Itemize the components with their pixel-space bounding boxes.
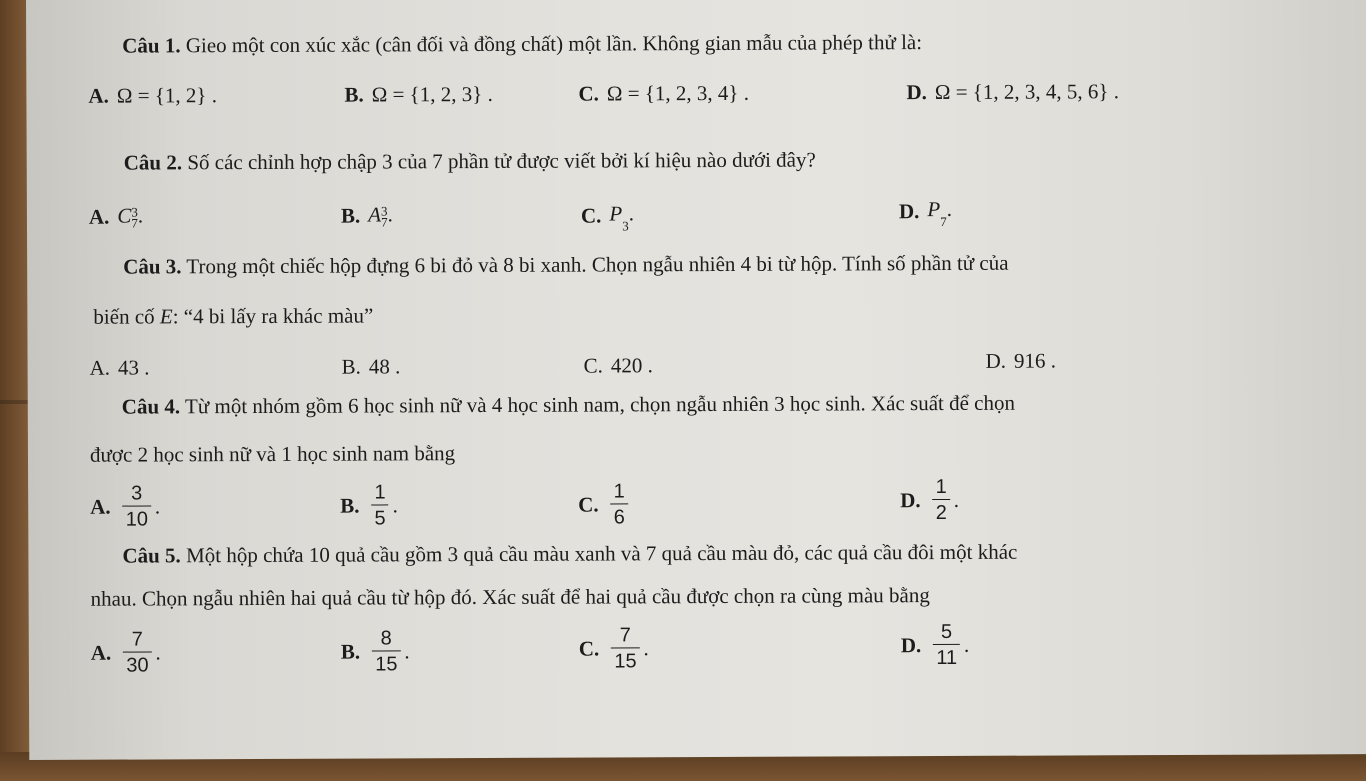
question-2-text: Số các chỉnh hợp chập 3 của 7 phần tử được viết bởi kí hiệu nào dưới đây? — [187, 147, 816, 175]
question-4-label: Câu 4. — [121, 394, 181, 419]
question-3 — [123, 250, 1009, 279]
question-5-line-2: nhau. Chọn ngẫu nhiên hai quả cầu từ hộp đó. Xác suất để hai quả cầu được chọn ra cùng màu bằng — [90, 583, 930, 611]
question-1 — [122, 32, 922, 56]
q2-option-b: B. A 3 7 . — [340, 202, 393, 230]
question-1-text: Gieo một con xúc xắc (cân đối và đồng chất) một lần. Không gian mẫu của phép thử là: — [185, 30, 923, 58]
question-2-label: Câu 2. — [123, 150, 183, 175]
q1-option-d: D. Ω = {1, 2, 3, 4, 5, 6} . — [906, 79, 1119, 105]
question-4 — [121, 390, 1016, 419]
question-3-label: Câu 3. — [123, 254, 182, 279]
q1-option-c: C. Ω = {1, 2, 3, 4} . — [578, 80, 749, 106]
q2-option-a: A. C 3 7 . — [88, 203, 144, 231]
question-5 — [122, 539, 1018, 568]
q4-option-c: C. $\frac{1}{6}$ — [578, 481, 632, 527]
question-2 — [123, 147, 816, 175]
q5-option-c: C. $\frac{7}{15}$ . — [578, 624, 649, 673]
q3-option-d: D. 916 . — [985, 348, 1057, 373]
q5-option-b: B. $\frac{8}{15}$ . — [340, 627, 410, 676]
q5-option-d: D. $\frac{5}{11}$ . — [900, 620, 970, 670]
question-4-line-2: được 2 học sinh nữ và 1 học sinh nam bằng — [89, 441, 456, 467]
q1-option-b: B. Ω = {1, 2, 3} . — [344, 81, 493, 107]
q2-option-c: C. $P_3$. — [580, 201, 634, 234]
exam-paper — [26, 0, 1366, 760]
q5-option-a: A. $\frac{7}{30}$ . — [90, 628, 161, 677]
question-3-text: Trong một chiếc hộp đựng 6 bi đỏ và 8 bi xanh. Chọn ngẫu nhiên 4 bi từ hộp. Tính số phần tử của — [186, 250, 1009, 279]
q3-option-c: C. 420 . — [583, 353, 653, 378]
q3-option-b: B. 48 . — [341, 354, 401, 379]
question-5-text: Một hộp chứa 10 quả cầu gồm 3 quả cầu màu xanh và 7 quả cầu màu đỏ, các quả cầu đôi một khác — [185, 539, 1018, 568]
q4-option-a: A. $\frac{3}{10}$ . — [90, 482, 161, 531]
question-5-label: Câu 5. — [122, 543, 181, 568]
q4-option-d: D. $\frac{1}{2}$ . — [900, 475, 960, 525]
question-1-label: Câu 1. — [122, 33, 181, 58]
q3-option-a: A. 43 . — [89, 355, 150, 380]
q1-option-a: A. Ω = {1, 2} . — [88, 83, 218, 108]
q4-option-b: B. $\frac{1}{5}$ . — [340, 481, 398, 530]
question-3-line-2: biến cố E: “4 bi lấy ra khác màu” — [93, 303, 374, 329]
q2-option-d: D. $P_7$. — [898, 196, 952, 230]
question-4-text: Từ một nhóm gồm 6 học sinh nữ và 4 học sinh nam, chọn ngẫu nhiên 3 học sinh. Xác suất để chọn — [184, 390, 1016, 419]
